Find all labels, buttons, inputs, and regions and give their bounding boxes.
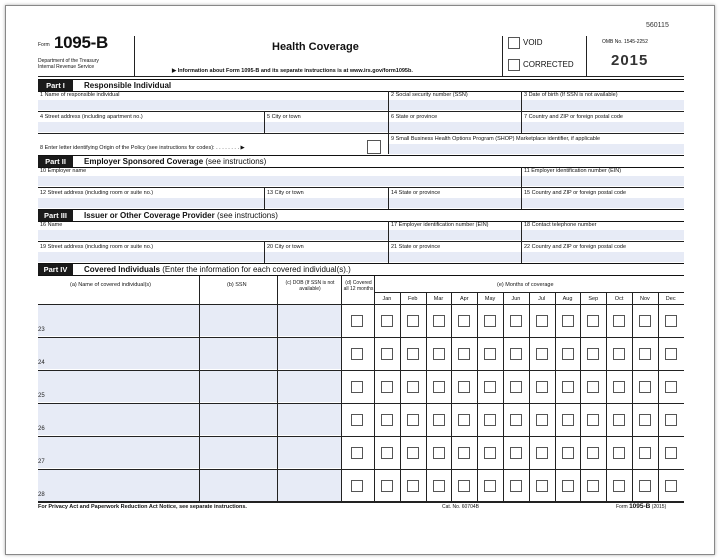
name-input[interactable] [38, 305, 199, 336]
dob-input[interactable] [278, 305, 341, 336]
field-4-input[interactable] [38, 122, 264, 132]
all-12-months-checkbox[interactable] [351, 381, 363, 393]
field-8-label: 8 Enter letter identifying Origin of the Policy (see instructions for codes): . . . . . . . . ▶ [40, 145, 245, 151]
month-checkbox-dec[interactable] [665, 381, 677, 393]
month-divider [658, 292, 659, 502]
row-number: 28 [38, 492, 45, 498]
divider [264, 187, 265, 209]
field-17-input[interactable] [389, 230, 521, 240]
form-prefix: Form [38, 42, 50, 48]
name-input[interactable] [38, 404, 199, 435]
month-header-jun: Jun [511, 296, 521, 302]
month-checkbox-apr[interactable] [458, 315, 470, 327]
col-b-header: (b) SSN [227, 282, 247, 288]
month-checkbox-feb[interactable] [407, 315, 419, 327]
month-checkbox-apr[interactable] [458, 480, 470, 492]
field-19-label: 19 Street address (including room or suite no.) [40, 244, 154, 250]
field-22-input[interactable] [522, 252, 684, 262]
divider [521, 167, 522, 187]
month-checkbox-mar[interactable] [433, 348, 445, 360]
row-number: 25 [38, 393, 45, 399]
month-checkbox-sep[interactable] [587, 315, 599, 327]
month-checkbox-may[interactable] [484, 348, 496, 360]
part3-label: Part III [38, 210, 73, 221]
month-checkbox-oct[interactable] [613, 348, 625, 360]
month-header-sep: Sep [588, 296, 599, 302]
month-header-jan: Jan [382, 296, 392, 302]
month-checkbox-jul[interactable] [536, 348, 548, 360]
row-line [38, 187, 684, 188]
month-checkbox-nov[interactable] [639, 414, 651, 426]
field-16-input[interactable] [38, 230, 388, 240]
row-number: 27 [38, 459, 45, 465]
month-checkbox-jan[interactable] [381, 414, 393, 426]
month-checkbox-jan[interactable] [381, 447, 393, 459]
divider [264, 241, 265, 263]
month-divider [400, 292, 401, 502]
month-checkbox-dec[interactable] [665, 315, 677, 327]
part2-bar [38, 155, 684, 168]
field-4-label: 4 Street address (including apartment no.) [40, 114, 143, 120]
header-divider-mid [502, 36, 503, 76]
month-checkbox-oct[interactable] [613, 315, 625, 327]
month-divider [451, 292, 452, 502]
month-header-aug: Aug [562, 296, 573, 302]
month-header-feb: Feb [407, 296, 418, 302]
header-divider-right [586, 36, 587, 76]
part1-label: Part I [38, 80, 73, 91]
field-7-input[interactable] [522, 122, 684, 132]
month-checkbox-jan[interactable] [381, 381, 393, 393]
ssn-input[interactable] [200, 305, 277, 336]
row-number: 26 [38, 426, 45, 432]
col-a-header: (a) Name of covered individual(s) [70, 282, 152, 288]
row-line [38, 133, 684, 134]
field-2-label: 2 Social security number (SSN) [391, 92, 468, 98]
month-header-jul: Jul [538, 296, 546, 302]
field-13-label: 13 City or town [267, 190, 304, 196]
month-checkbox-jun[interactable] [510, 414, 522, 426]
month-checkbox-apr[interactable] [458, 447, 470, 459]
month-checkbox-feb[interactable] [407, 381, 419, 393]
all-12-months-checkbox[interactable] [351, 414, 363, 426]
month-checkbox-dec[interactable] [665, 480, 677, 492]
divider [388, 221, 389, 241]
col-c-header: (c) DOB (If SSN is not available) [285, 280, 335, 292]
month-divider [632, 292, 633, 502]
month-checkbox-apr[interactable] [458, 414, 470, 426]
void-checkbox[interactable] [508, 37, 520, 49]
divider [521, 91, 522, 111]
form-number: 1095-B [54, 33, 108, 52]
part1-bar [38, 79, 684, 92]
part3-title [84, 210, 278, 221]
month-checkbox-apr[interactable] [458, 381, 470, 393]
field-19-input[interactable] [38, 252, 264, 262]
header-divider-left [134, 36, 135, 76]
divider [521, 111, 522, 133]
month-checkbox-jan[interactable] [381, 348, 393, 360]
field-5-input[interactable] [265, 122, 388, 132]
form-ref-year: (2015) [651, 504, 667, 510]
field-1-label: 1 Name of responsible individual [40, 92, 120, 98]
col-d-header: (d) Covered all 12 months [343, 280, 374, 292]
row-line [38, 241, 684, 242]
divider [521, 221, 522, 241]
month-checkbox-oct[interactable] [613, 480, 625, 492]
row-line [38, 111, 684, 112]
dob-input[interactable] [278, 404, 341, 435]
privacy-notice: For Privacy Act and Paperwork Reduction Act Notice, see separate instructions. [38, 504, 247, 510]
field-7-label: 7 Country and ZIP or foreign postal code [524, 114, 623, 120]
month-checkbox-mar[interactable] [433, 381, 445, 393]
part4-title-text: Covered Individuals [84, 265, 161, 274]
month-checkbox-oct[interactable] [613, 381, 625, 393]
field-8-origin-box[interactable] [367, 140, 381, 154]
name-input[interactable] [38, 371, 199, 402]
row-line [38, 502, 684, 503]
cat-number: Cat. No. 60704B [442, 504, 479, 510]
month-checkbox-jan[interactable] [381, 315, 393, 327]
divider [388, 91, 389, 111]
month-checkbox-sep[interactable] [587, 447, 599, 459]
field-5-label: 5 City or town [267, 114, 301, 120]
month-checkbox-feb[interactable] [407, 480, 419, 492]
dob-input[interactable] [278, 371, 341, 402]
info-line: ▶ Information about Form 1095-B and its separate instructions is at www.irs.gov/form1095b. [172, 68, 413, 74]
month-checkbox-jul[interactable] [536, 414, 548, 426]
name-input[interactable] [38, 470, 199, 501]
divider [521, 187, 522, 209]
dob-input[interactable] [278, 470, 341, 501]
part4-bar [38, 263, 684, 276]
divider [264, 111, 265, 133]
month-checkbox-sep[interactable] [587, 381, 599, 393]
tax-year: 2015 [611, 52, 649, 69]
all-12-months-checkbox[interactable] [351, 315, 363, 327]
row-number: 24 [38, 360, 45, 366]
month-checkbox-mar[interactable] [433, 480, 445, 492]
month-header-apr: Apr [460, 296, 469, 302]
part4-label: Part IV [38, 264, 73, 275]
ssn-input[interactable] [200, 404, 277, 435]
month-checkbox-jun[interactable] [510, 315, 522, 327]
month-checkbox-may[interactable] [484, 381, 496, 393]
month-checkbox-oct[interactable] [613, 414, 625, 426]
field-21-label: 21 State or province [391, 244, 441, 250]
month-header-mar: Mar [433, 296, 444, 302]
month-checkbox-jun[interactable] [510, 447, 522, 459]
dob-input[interactable] [278, 437, 341, 468]
month-checkbox-dec[interactable] [665, 447, 677, 459]
field-10-label: 10 Employer name [40, 168, 87, 174]
form-ref-number: 1095-B [629, 503, 651, 510]
month-checkbox-may[interactable] [484, 414, 496, 426]
part1-title: Responsible Individual [84, 81, 172, 90]
month-checkbox-dec[interactable] [665, 348, 677, 360]
month-checkbox-nov[interactable] [639, 315, 651, 327]
ssn-input[interactable] [200, 437, 277, 468]
corrected-label: CORRECTED [523, 60, 574, 69]
field-1-input[interactable] [38, 100, 388, 110]
part3-title-text: Issuer or Other Coverage Provider [84, 211, 215, 220]
month-checkbox-may[interactable] [484, 480, 496, 492]
footer-line [38, 501, 684, 502]
field-13-input[interactable] [265, 198, 388, 208]
field-20-label: 20 City or town [267, 244, 304, 250]
month-checkbox-aug[interactable] [562, 315, 574, 327]
dept-line2: Internal Revenue Service [38, 64, 95, 70]
all-12-months-checkbox[interactable] [351, 480, 363, 492]
field-21-input[interactable] [389, 252, 521, 262]
month-checkbox-mar[interactable] [433, 315, 445, 327]
name-input[interactable] [38, 437, 199, 468]
month-checkbox-jun[interactable] [510, 381, 522, 393]
divider [388, 111, 389, 133]
month-checkbox-mar[interactable] [433, 447, 445, 459]
month-checkbox-feb[interactable] [407, 348, 419, 360]
part3-bar [38, 209, 684, 222]
month-checkbox-apr[interactable] [458, 348, 470, 360]
field-2-input[interactable] [389, 100, 521, 110]
field-18-label: 18 Contact telephone number [524, 222, 597, 228]
part4-subtitle: (Enter the information for each covered individual(s).) [162, 265, 351, 274]
divider [388, 187, 389, 209]
field-15-label: 15 Country and ZIP or foreign postal code [524, 190, 627, 196]
field-16-label: 16 Name [40, 222, 63, 228]
month-checkbox-feb[interactable] [407, 447, 419, 459]
field-17-label: 17 Employer identification number (EIN) [391, 222, 489, 228]
field-3-input[interactable] [522, 100, 684, 110]
form-reference [616, 503, 666, 511]
month-header-may: May [484, 296, 496, 302]
void-label: VOID [523, 38, 543, 47]
all-12-months-checkbox[interactable] [351, 447, 363, 459]
field-3-label: 3 Date of birth (If SSN is not available) [524, 92, 618, 98]
name-input[interactable] [38, 338, 199, 369]
field-9-label: 9 Small Business Health Options Program (SHOP) Marketplace identifier, if applicable [391, 136, 601, 142]
field-18-input[interactable] [522, 230, 684, 240]
row-number: 23 [38, 327, 45, 333]
divider [521, 241, 522, 263]
month-checkbox-nov[interactable] [639, 381, 651, 393]
field-12-label: 12 Street address (including room or suite no.) [40, 190, 154, 196]
field-6-input[interactable] [389, 122, 521, 132]
corrected-checkbox[interactable] [508, 59, 520, 71]
ssn-input[interactable] [200, 371, 277, 402]
month-checkbox-aug[interactable] [562, 414, 574, 426]
month-checkbox-may[interactable] [484, 447, 496, 459]
month-checkbox-aug[interactable] [562, 381, 574, 393]
divider [388, 241, 389, 263]
part4-title [84, 264, 351, 275]
field-14-input[interactable] [389, 198, 521, 208]
dob-input[interactable] [278, 338, 341, 369]
field-22-label: 22 Country and ZIP or foreign postal code [524, 244, 627, 250]
field-12-input[interactable] [38, 198, 264, 208]
header-bottom-line [38, 76, 684, 77]
field-9-input[interactable] [389, 144, 684, 154]
ssn-input[interactable] [200, 338, 277, 369]
month-header-nov: Nov [640, 296, 650, 302]
month-checkbox-nov[interactable] [639, 480, 651, 492]
dept-line1: Department of the Treasury [38, 58, 99, 64]
part2-subtitle: (see instructions) [205, 157, 267, 166]
month-checkbox-jul[interactable] [536, 447, 548, 459]
field-10-input[interactable] [38, 176, 521, 186]
part2-title [84, 156, 266, 167]
ssn-input[interactable] [200, 470, 277, 501]
month-checkbox-jul[interactable] [536, 480, 548, 492]
month-checkbox-sep[interactable] [587, 414, 599, 426]
month-checkbox-jul[interactable] [536, 315, 548, 327]
all-12-months-checkbox[interactable] [351, 348, 363, 360]
month-checkbox-aug[interactable] [562, 480, 574, 492]
form-title: Health Coverage [272, 41, 359, 53]
month-divider [426, 292, 427, 502]
month-divider [503, 292, 504, 502]
month-checkbox-nov[interactable] [639, 447, 651, 459]
month-checkbox-jul[interactable] [536, 381, 548, 393]
month-checkbox-aug[interactable] [562, 348, 574, 360]
month-header-dec: Dec [665, 296, 676, 302]
month-checkbox-dec[interactable] [665, 414, 677, 426]
field-15-input[interactable] [522, 198, 684, 208]
month-checkbox-sep[interactable] [587, 480, 599, 492]
month-header-oct: Oct [614, 296, 624, 302]
omb-number: OMB No. 1545-2252 [602, 39, 648, 45]
top-code: 560115 [646, 22, 669, 29]
month-checkbox-may[interactable] [484, 315, 496, 327]
month-checkbox-sep[interactable] [587, 348, 599, 360]
part2-title-text: Employer Sponsored Coverage [84, 157, 204, 166]
month-checkbox-jan[interactable] [381, 480, 393, 492]
month-checkbox-mar[interactable] [433, 414, 445, 426]
col-e-header: (e) Months of coverage [497, 282, 554, 288]
field-11-input[interactable] [522, 176, 684, 186]
field-11-label: 11 Employer identification number (EIN) [524, 168, 622, 174]
month-checkbox-jun[interactable] [510, 348, 522, 360]
month-checkbox-oct[interactable] [613, 447, 625, 459]
month-checkbox-jun[interactable] [510, 480, 522, 492]
month-checkbox-feb[interactable] [407, 414, 419, 426]
part2-label: Part II [38, 156, 73, 167]
form-ref-prefix: Form [616, 504, 628, 510]
field-14-label: 14 State or province [391, 190, 441, 196]
month-divider [606, 292, 607, 502]
field-20-input[interactable] [265, 252, 388, 262]
month-divider [555, 292, 556, 502]
month-checkbox-aug[interactable] [562, 447, 574, 459]
month-divider [477, 292, 478, 502]
month-checkbox-nov[interactable] [639, 348, 651, 360]
month-divider [580, 292, 581, 502]
field-6-label: 6 State or province [391, 114, 438, 120]
part3-subtitle: (see instructions) [216, 211, 278, 220]
month-divider [529, 292, 530, 502]
